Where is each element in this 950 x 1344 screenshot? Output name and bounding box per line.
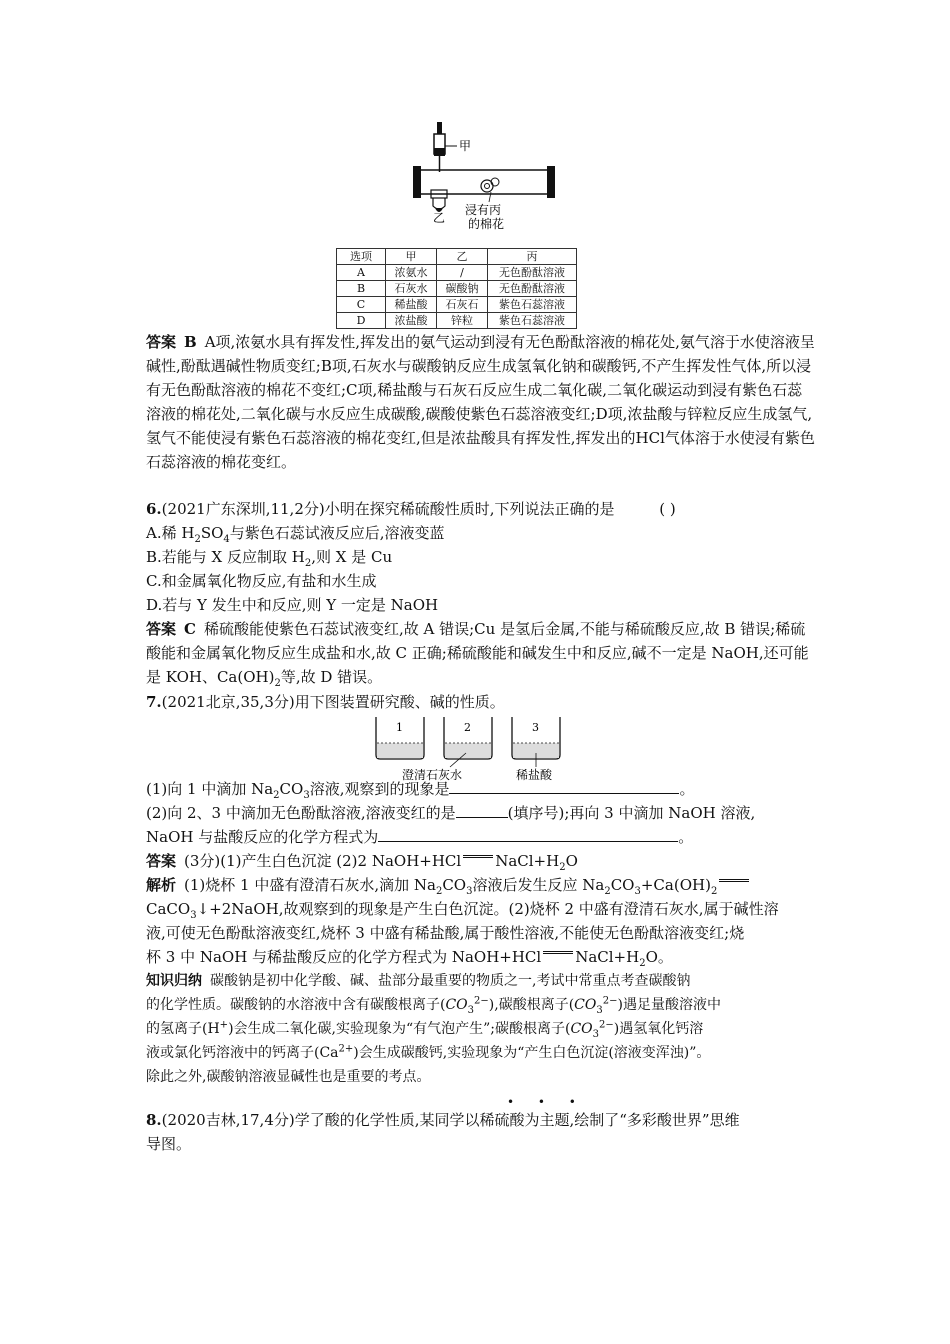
text: 液或氯化钙溶液中的钙离子(Ca [146,1045,339,1061]
table-row [337,297,577,313]
table-cell: 浓氨水 [386,265,437,281]
table-header: 甲 [386,249,437,265]
q6-option-c: C.和金属氧化物反应,有盐和水生成 [146,572,377,590]
q8-stem-line-2: 导图。 [146,1135,192,1153]
subscript: 3 [467,1004,475,1016]
caption-lime-water: 澄清石灰水 [402,768,463,782]
text: ),碳酸根离子( [488,997,575,1013]
emphasis-dots: • • • [507,1095,586,1109]
caption-dilute-hcl: 稀盐酸 [516,768,553,782]
q6-option-b [146,545,816,569]
question-8 [146,1108,816,1156]
beaker-label: 1 [396,721,403,734]
answer-tag: 答案 [146,852,177,870]
carbonate-ion: CO [570,1021,593,1037]
q6-answer [146,617,816,689]
dropper-bulb [437,122,442,134]
knowledge-tag: 知识归纳 [146,973,202,989]
question-number: 8. [146,1111,162,1129]
q7-subquestion-2 [146,801,816,825]
text: )遇氢氧化钙溶 [613,1021,704,1037]
answer-bracket: ( ) [659,500,676,518]
text: NaCl+H [575,948,640,966]
subscript: 4 [223,534,230,545]
answer-tag: 答案 [146,620,177,638]
answer-text: O [565,852,578,870]
answer-text: NaCl+H [495,852,560,870]
q8-stem-line-1 [146,1108,816,1132]
text: )会生成二氧化碳,实验现象为“有气泡产生”;碳酸根离子( [228,1021,571,1037]
superscript: + [219,1019,229,1031]
question-source: (2020吉林,17,4分) [161,1111,295,1129]
subscript: 2 [710,886,718,897]
q7-subquestion-2-cont [146,825,816,849]
text: CO [442,876,467,894]
question-7 [146,690,816,714]
answer-tag: 答案 [146,333,177,351]
q7-stem [146,690,816,714]
subscript: 2 [559,862,566,873]
knowledge-line-5: 除此之外,碳酸钠溶液显碱性也是重要的考点。 [146,1069,431,1085]
q7-analysis-line-4 [146,945,816,969]
subscript: 3 [190,910,197,921]
text: )会生成碳酸钙,实验现象为“产生白色沉淀(溶液变浑浊)”。 [353,1045,711,1061]
text: ,则 X 是 Cu [311,548,393,566]
answer-blank-3[interactable] [378,825,678,842]
text: 溶液后发生反应 Na [472,876,605,894]
text: ↓+2NaOH,故观察到的现象是产生白色沉淀。(2)烧杯 2 中盛有澄清石灰水,属于碱性溶 [196,900,779,918]
answer-choice: C [184,620,196,638]
table-cell: 紫色石蕊溶液 [488,297,577,313]
knowledge-summary [146,969,816,1089]
superscript: 2− [474,995,489,1007]
beakers-figure [370,713,570,783]
question-stem: 用下图装置研究酸、碱的性质。 [294,693,505,711]
carbonate-ion: CO [445,997,468,1013]
question-source: (2021广东深圳,11,2分) [161,500,325,518]
text: 的氢离子(H [146,1021,220,1037]
knowledge-line-3 [146,1017,816,1041]
label-bing-line2: 的棉花 [468,217,505,231]
right-stopper [547,166,555,198]
carbonate-ion: CO [574,997,597,1013]
text: +Ca(OH) [640,876,711,894]
table-cell: 无色酚酞溶液 [488,265,577,281]
label-bing-line1: 浸有丙 [465,203,502,217]
table-cell: 稀盐酸 [386,297,437,313]
text: B.若能与 X 反应制取 H [146,548,305,566]
superscript: 2+ [338,1043,354,1055]
subscript: 2 [273,790,280,801]
table-row [337,281,577,297]
answer-text: 等,故 D 错误。 [280,668,383,686]
table-cell: 石灰石 [437,297,488,313]
table-header-row [337,249,577,265]
subscript: 2 [435,886,443,897]
table-cell: 石灰水 [386,281,437,297]
table-header: 乙 [437,249,488,265]
q5-answer-paragraph [146,330,816,474]
table-cell: 无色酚酞溶液 [488,281,577,297]
label-jia: 甲 [459,139,472,153]
table-cell: 碳酸钠 [437,281,488,297]
table-cell: A [337,265,386,281]
superscript: 2− [602,995,618,1007]
table-cell: 浓盐酸 [386,313,437,329]
subscript: 2 [604,886,611,897]
subscript: 3 [634,886,641,897]
q6-option-a [146,521,816,545]
question-stem: 学了酸的化学性质,某同学以稀硫酸为主题,绘制了“多彩酸世界”思维 [294,1111,740,1129]
subscript: 2 [639,958,646,969]
answer-blank-2[interactable] [456,801,508,818]
beaker-2 [444,717,492,767]
superscript: 2− [599,1019,614,1031]
text: SO [200,524,224,542]
subscript: 2 [194,534,201,545]
question-number: 6. [146,500,162,518]
subscript: 3 [592,1028,600,1040]
text: 。 [679,780,695,798]
subscript: 3 [596,1004,603,1016]
text: 的化学性质。碳酸钠的水溶液中含有碳酸根离子( [146,997,446,1013]
text: (1)烧杯 1 中盛有澄清石灰水,滴加 Na [184,876,436,894]
text: CO [279,780,304,798]
label-yi: 乙 [433,211,446,225]
options-table [336,248,577,329]
text: NaOH 与盐酸反应的化学方程式为 [146,828,379,846]
table-cell: / [437,265,488,281]
table-header: 丙 [488,249,577,265]
question-source: (2021北京,35,3分) [161,693,295,711]
beaker-3 [512,717,560,767]
subscript: 2 [274,678,281,689]
beakers-drawing [370,713,570,783]
left-stopper [413,166,421,198]
table-row [337,265,577,281]
text: 溶液,观察到的现象是 [309,780,450,798]
subscript: 3 [303,790,310,801]
q6-stem [146,497,816,521]
knowledge-line-2 [146,993,816,1017]
question-7-body [146,777,816,1089]
table-row [337,313,577,329]
text: CaCO [146,900,191,918]
beaker-1 [376,717,424,759]
question-stem: 小明在探究稀硫酸性质时,下列说法正确的是 [324,500,615,518]
table-header: 选项 [337,249,386,265]
text: 。 [678,828,694,846]
beaker-label: 3 [532,721,539,734]
q5-answer [146,330,816,474]
text: O。 [645,948,673,966]
table-cell: 锌粒 [437,313,488,329]
q7-answer [146,849,816,873]
text: 碳酸钠是初中化学酸、碱、盐部分最重要的物质之一,考试中常重点考查碳酸钠 [210,973,691,989]
apparatus-drawing [405,118,565,243]
text: )遇足量酸溶液中 [617,997,721,1013]
text: A.稀 H [146,524,195,542]
analysis-tag: 解析 [146,876,177,894]
answer-text: 稀硫酸能使紫色石蕊试液变红,故 A 错误;Cu 是氢后金属,不能与稀硫酸反应,故 B 错误;稀硫酸能和金属氧化物反应生成盐和水,故 C 正确;稀硫酸能和碱发生中和反应,碱不一定是 NaOH,还可能是 KOH、Ca(OH) [146,620,809,686]
knowledge-line-4 [146,1041,816,1065]
beaker-label: 2 [464,721,471,734]
table-cell: B [337,281,386,297]
apparatus-figure [405,118,565,243]
q7-analysis-line-2 [146,897,816,921]
answer-blank-1[interactable] [449,777,679,794]
table-cell: D [337,313,386,329]
subscript: 3 [466,886,473,897]
text: (1)向 1 中滴加 Na [146,780,274,798]
subscript: 2 [304,558,312,569]
q7-analysis-line-1 [146,873,816,897]
answer-text: (3分)(1)产生白色沉淀 (2)2 NaOH+HCl [184,852,462,870]
knowledge-line-1 [146,969,816,993]
question-6 [146,497,816,689]
text: 与紫色石蕊试液反应后,溶液变蓝 [229,524,445,542]
table-cell: 紫色石蕊溶液 [488,313,577,329]
text: (填序号);再向 3 中滴加 NaOH 溶液, [507,804,756,822]
text: CO [610,876,635,894]
text: (2)向 2、3 中滴加无色酚酞溶液,溶液变红的是 [146,804,456,822]
q7-analysis-line-3: 液,可使无色酚酞溶液变红,烧杯 3 中盛有稀盐酸,属于酸性溶液,不能使无色酚酞溶液变红;烧 [146,924,745,942]
q7-subquestion-1 [146,777,816,801]
text: 杯 3 中 NaOH 与稀盐酸反应的化学方程式为 NaOH+HCl [146,948,542,966]
q6-option-d: D.若与 Y 发生中和反应,则 Y 一定是 NaOH [146,596,439,614]
table-cell: C [337,297,386,313]
answer-choice: B [184,333,197,351]
question-number: 7. [146,693,162,711]
answer-text: A项,浓氨水具有挥发性,挥发出的氨气运动到浸有无色酚酞溶液的棉花处,氨气溶于水使溶液呈碱性,酚酞遇碱性物质变红;B项,石灰水与碳酸钠反应生成氢氧化钠和碳酸钙,不产生挥发性气体,所以浸有无色酚酞溶液的棉花不变红;C项,稀盐酸与石灰石反应生成二氧化碳,二氧化碳运动到浸有紫色石蕊溶液的棉花处,二氧化碳与水反应生成碳酸,碳酸使紫色石蕊溶液变红;D项,浓盐酸与锌粒反应生成氢气,氢气不能使浸有紫色石蕊溶液的棉花变红,但是浓盐酸具有挥发性,挥发出的HCl气体溶于水使浸有紫色石蕊溶液的棉花变红。 [146,333,815,471]
